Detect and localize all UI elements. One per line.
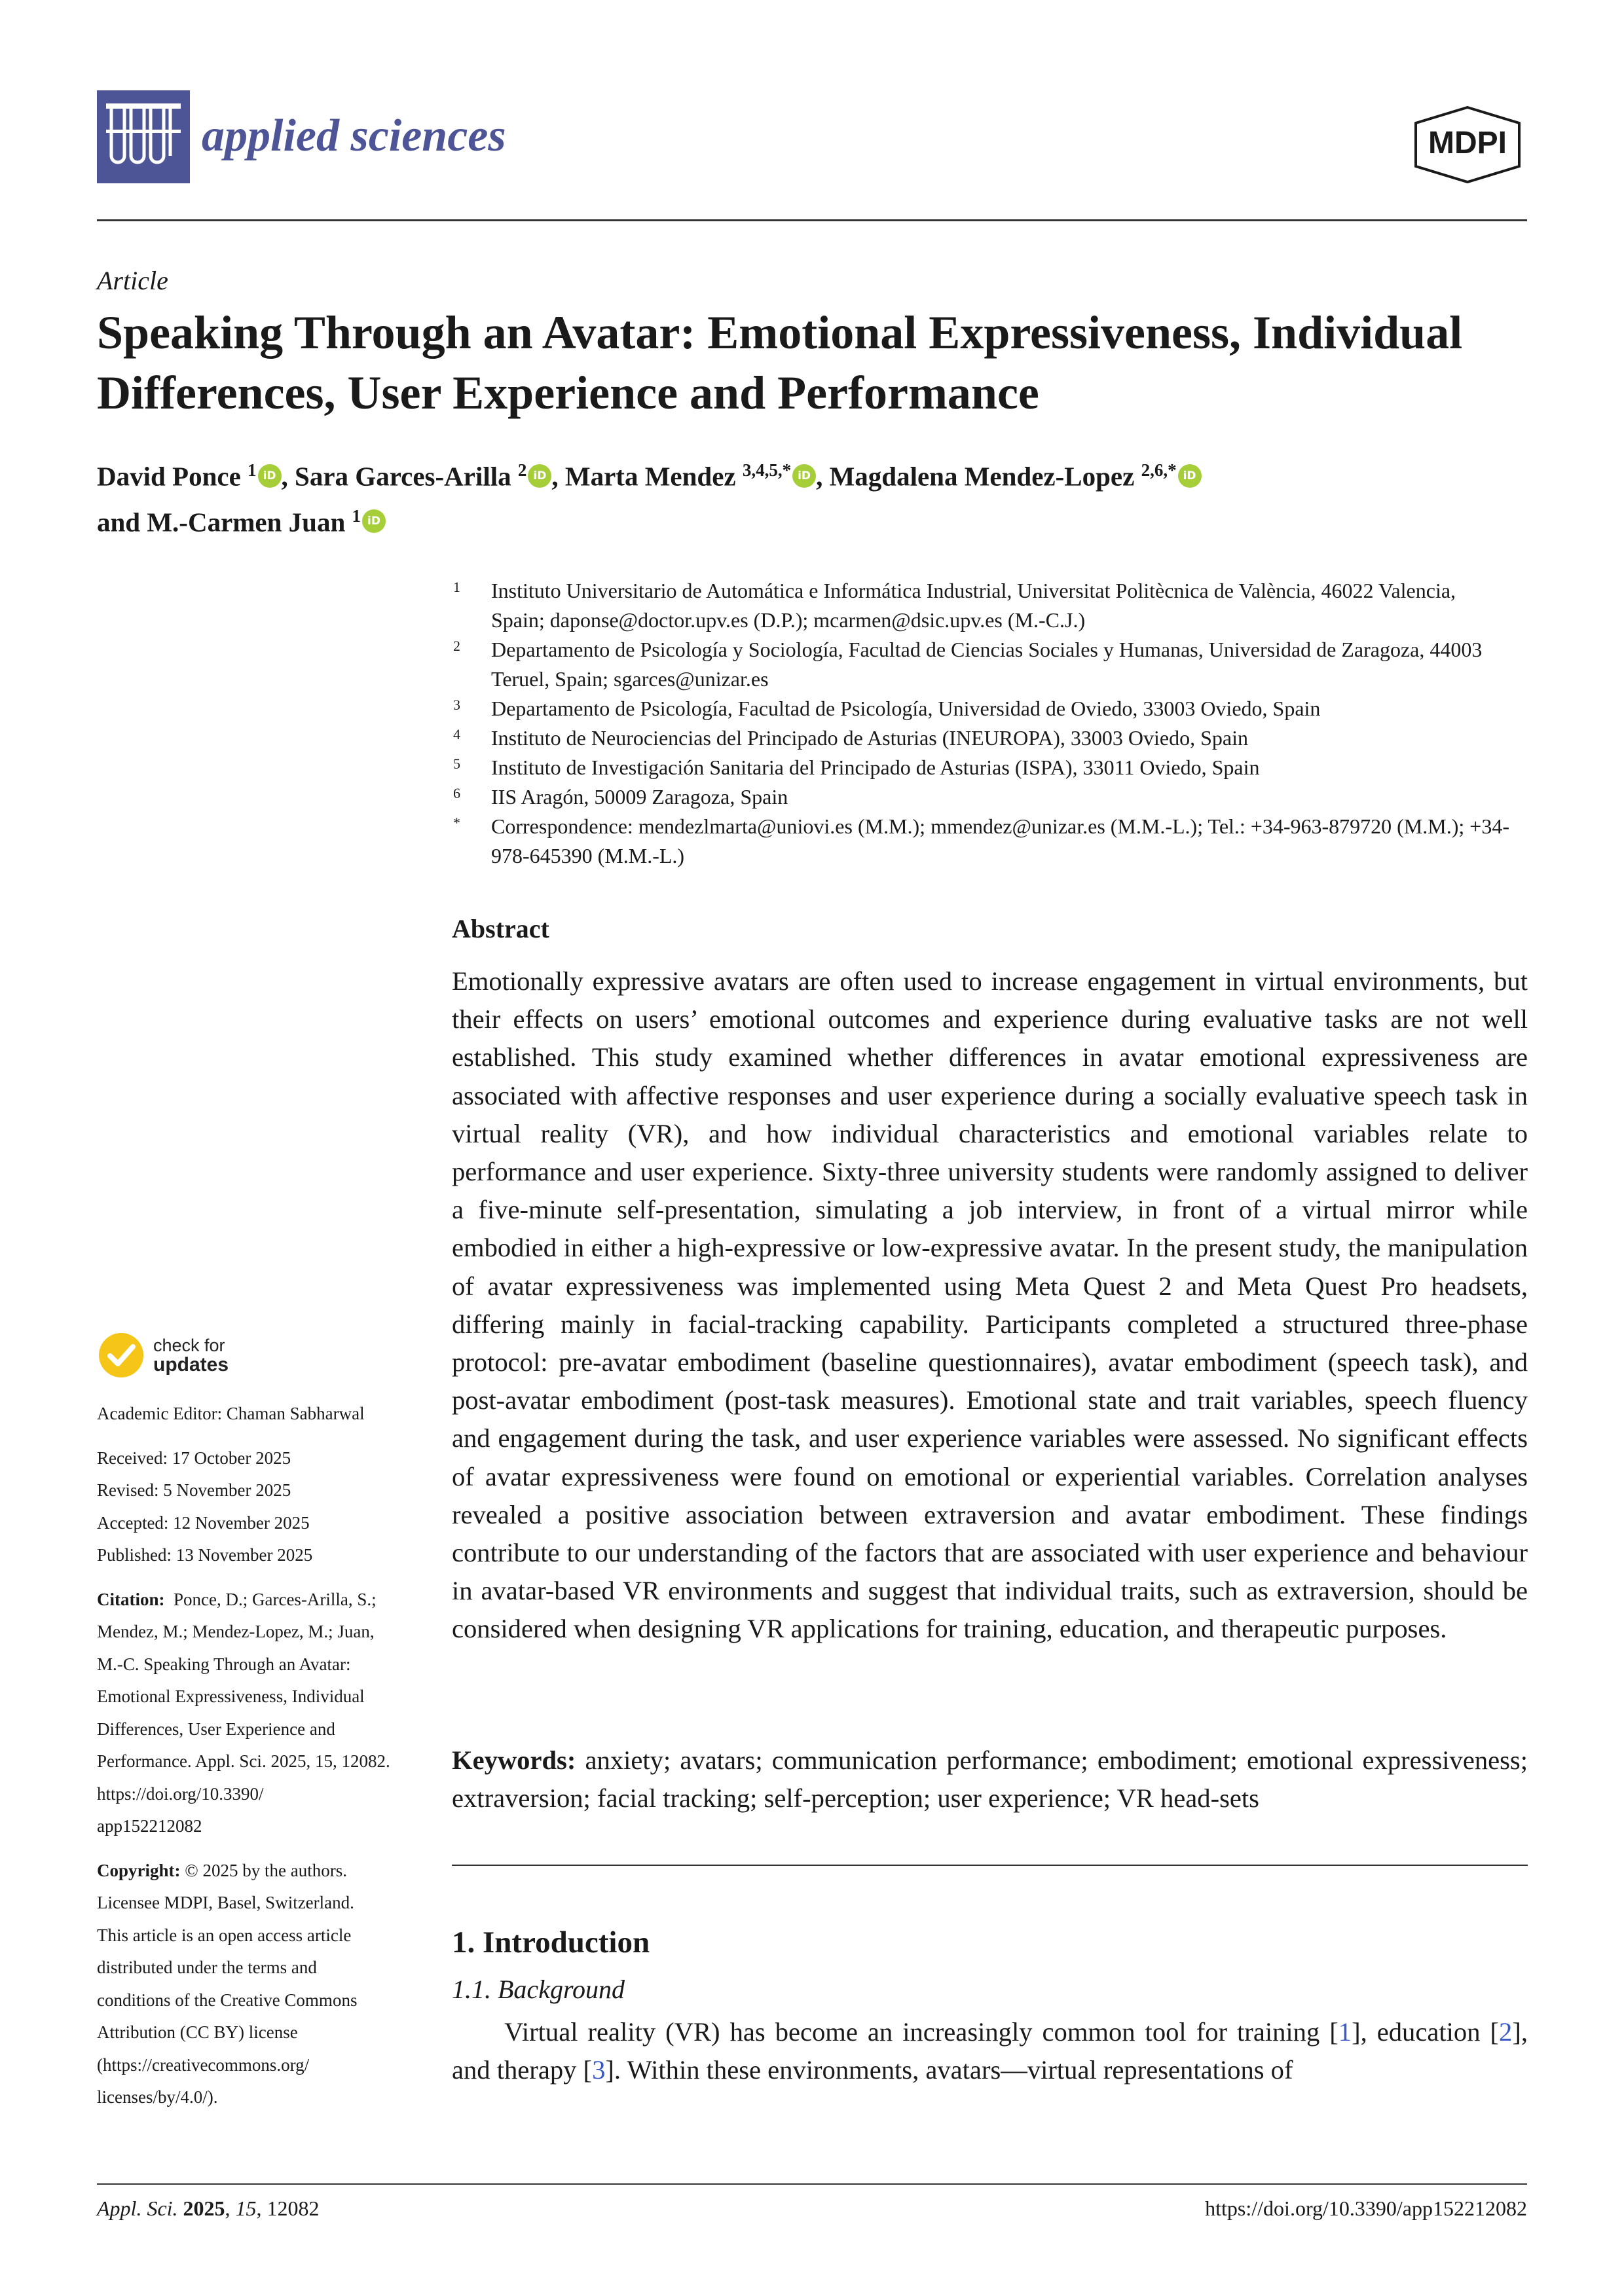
footer-citation: Appl. Sci. 2025, 15, 12082 (97, 2196, 320, 2220)
journal-logo-icon (97, 90, 190, 183)
mdpi-logo-icon (1408, 105, 1527, 185)
section-divider (452, 1865, 1528, 1866)
check-updates-line2: updates (153, 1354, 229, 1376)
affiliations (452, 576, 1513, 871)
affiliation-text: Instituto Universitario de Automática e Informática Industrial, Universitat Politècnica de València, 46022 Valencia, Spain; daponse@doctor.upv.es (D.P.); mcarmen@dsic.upv.es (M.-C.J.) (491, 579, 1456, 632)
accepted-date: Accepted: 12 November 2025 (97, 1512, 310, 1533)
header-divider (97, 219, 1527, 221)
intro-text: Virtual reality (VR) has become an increasingly common tool for training [ (504, 2017, 1338, 2047)
copyright-block (97, 1855, 424, 2114)
reference-link[interactable]: 1 (1338, 2017, 1352, 2047)
keywords-text: anxiety; avatars; communication performance; embodiment; emotional expressiveness; extraversion; facial tracking; self-perception; user experience; VR head-sets (452, 1745, 1528, 1813)
copyright-line: Licensee MDPI, Basel, Switzerland. (97, 1893, 354, 1912)
citation-line: Ponce, D.; Garces-Arilla, S.; (174, 1589, 377, 1609)
license-link[interactable]: (https://creativecommons.org/ (97, 2054, 310, 2075)
orcid-icon[interactable]: iD (258, 464, 282, 488)
affiliation-item (452, 694, 1513, 723)
copyright-line: © 2025 by the authors. (185, 1860, 347, 1880)
author-affiliation-mark: 2 (517, 460, 527, 480)
footer-year: 2025 (183, 2196, 225, 2220)
citation-line: Mendez, M.; Mendez-Lopez, M.; Juan, (97, 1622, 375, 1641)
affiliation-number: 2 (453, 638, 460, 654)
author-affiliation-mark: 2,6,* (1141, 460, 1177, 480)
footer-doi-link[interactable]: https://doi.org/10.3390/app152212082 (1205, 2196, 1527, 2220)
affiliation-text: Departamento de Psicología, Facultad de Psicología, Universidad de Oviedo, 33003 Oviedo, Spain (491, 697, 1321, 720)
affiliation-text: IIS Aragón, 50009 Zaragoza, Spain (491, 785, 788, 809)
citation-doi-link[interactable]: https://doi.org/10.3390/ (97, 1783, 264, 1804)
intro-text: ]. Within these environments, avatars—virtual representations of (605, 2055, 1293, 2085)
intro-text: ], education [ (1352, 2017, 1500, 2047)
intro-text: ], and therapy [ (452, 2017, 1528, 2085)
footer-volume: 15 (235, 2196, 257, 2220)
citation-line: Emotional Expressiveness, Individual (97, 1686, 365, 1706)
keywords-label: Keywords: (452, 1745, 576, 1775)
citation-line: Differences, User Experience and (97, 1719, 335, 1739)
affiliation-number: 4 (453, 726, 460, 742)
citation-line: M.-C. Speaking Through an Avatar: (97, 1654, 351, 1674)
citation-doi-link[interactable]: app152212082 (97, 1816, 202, 1836)
svg-text:MDPI: MDPI (1428, 126, 1507, 160)
subsection-heading: 1.1. Background (452, 1975, 625, 2004)
author-list (97, 450, 1527, 541)
published-date: Published: 13 November 2025 (97, 1545, 313, 1565)
affiliation-item (452, 753, 1513, 782)
affiliation-item (452, 723, 1513, 753)
citation-line: Performance. Appl. Sci. 2025, 15, 12082. (97, 1751, 390, 1771)
footer-article-number: 12082 (267, 2196, 320, 2220)
license-link[interactable]: licenses/by/4.0/). (97, 2087, 218, 2107)
author-separator: , (551, 461, 565, 492)
revised-date: Revised: 5 November 2025 (97, 1480, 291, 1500)
correspondence-text: Correspondence: mendezlmarta@uniovi.es (M.M.); mmendez@unizar.es (M.M.-L.); Tel.: +34-963-879720 (M.M.); +34-978-645390 (M.M.-L.) (491, 814, 1509, 867)
article-info-sidebar (97, 1398, 424, 2114)
affiliation-number: 1 (453, 579, 460, 595)
check-for-updates-badge[interactable] (97, 1329, 229, 1381)
received-date: Received: 17 October 2025 (97, 1448, 291, 1468)
affiliation-item (452, 576, 1513, 635)
affiliation-number: 3 (453, 697, 460, 713)
author-separator: , (816, 461, 830, 492)
abstract-heading: Abstract (452, 914, 549, 943)
author-name: M.-Carmen Juan (147, 507, 346, 538)
affiliation-item (452, 635, 1513, 694)
affiliation-text: Departamento de Psicología y Sociología, Facultad de Ciencias Sociales y Humanas, Universidad de Zaragoza, 44003 Teruel, Spain; sgarces@unizar.es (491, 638, 1483, 691)
academic-editor: Academic Editor: Chaman Sabharwal (97, 1404, 365, 1423)
reference-link[interactable]: 2 (1499, 2017, 1513, 2047)
check-updates-text (153, 1336, 229, 1375)
reference-link[interactable]: 3 (592, 2055, 606, 2085)
keywords (452, 1741, 1528, 1817)
copyright-line: Attribution (CC BY) license (97, 2022, 298, 2042)
citation-label: Citation: (97, 1589, 165, 1609)
affiliation-item (452, 782, 1513, 812)
author-affiliation-mark: 1 (248, 460, 257, 480)
check-updates-line1: check for (153, 1336, 225, 1355)
copyright-line: distributed under the terms and (97, 1958, 317, 1977)
journal-name: applied sciences (202, 111, 506, 161)
section-heading: 1. Introduction (452, 1925, 650, 1959)
orcid-icon[interactable]: iD (792, 464, 816, 488)
affiliation-text: Instituto de Investigación Sanitaria del Principado de Asturias (ISPA), 33011 Oviedo, Spain (491, 756, 1260, 779)
orcid-icon[interactable]: iD (1178, 464, 1202, 488)
article-type: Article (97, 266, 168, 295)
affiliation-number: 6 (453, 785, 460, 801)
author-separator: , (281, 461, 295, 492)
article-title: Speaking Through an Avatar: Emotional Expressiveness, Individual Differences, User Experience and Performance (97, 306, 1463, 419)
author-name: Sara Garces-Arilla (295, 461, 511, 492)
author-name: Marta Mendez (564, 461, 736, 492)
check-updates-icon (97, 1331, 145, 1379)
citation-block (97, 1584, 424, 1843)
footer-divider (97, 2183, 1527, 2185)
footer-journal: Appl. Sci. (97, 2196, 178, 2220)
orcid-icon[interactable]: iD (528, 464, 551, 488)
copyright-label: Copyright: (97, 1860, 181, 1880)
affiliation-number: * (453, 814, 460, 831)
author-affiliation-mark: 1 (352, 505, 361, 526)
author-affiliation-mark: 3,4,5,* (742, 460, 792, 480)
author-separator: and (97, 507, 147, 538)
copyright-line: conditions of the Creative Commons (97, 1990, 358, 2010)
copyright-line: This article is an open access article (97, 1925, 352, 1945)
abstract-body: Emotionally expressive avatars are often used to increase engagement in virtual environments, but their effects on users’ emotional outcomes and experience during evaluative tasks are not well established. This study examined whether differences in avatar emotional expressiveness are associated with affective responses and user experience during a socially evaluative speech task in virtual reality (VR), and how individual characteristics and emotional variables relate to performance and user experience. Sixty-three university students were randomly assigned to deliver a five-minute self-presentation, simulating a job interview, in front of a virtual mirror while embodied in either a high-expressive or low-expressive avatar. In the present study, the manipulation of avatar expressiveness was implemented using Meta Quest 2 and Meta Quest Pro headsets, differing mainly in facial-tracking capability. Participants completed a structured three-phase protocol: pre-avatar embodiment (baseline questionnaires), avatar embodiment (speech task), and post-avatar embodiment (post-task measures). Emotional state and trait variables, speech fluency and engagement during the task, and user experience variables were assessed. No significant effects of avatar expressiveness were found on emotional or experiential variables. Correlation analyses revealed a positive association between extraversion and avatar embodiment. These findings contribute to our understanding of the factors that are associated with user experience and behaviour in avatar-based VR environments and suggest that individual traits, such as extraversion, should be considered when designing VR applications for training, education, and therapeutic purposes. (452, 966, 1528, 1644)
intro-paragraph (452, 2013, 1528, 2089)
orcid-icon[interactable]: iD (362, 509, 386, 533)
affiliation-number: 5 (453, 756, 460, 772)
correspondence-item (452, 812, 1513, 871)
author-name: David Ponce (97, 461, 241, 492)
affiliation-text: Instituto de Neurociencias del Principado de Asturias (INEUROPA), 33003 Oviedo, Spain (491, 726, 1248, 750)
author-name: Magdalena Mendez-Lopez (829, 461, 1135, 492)
